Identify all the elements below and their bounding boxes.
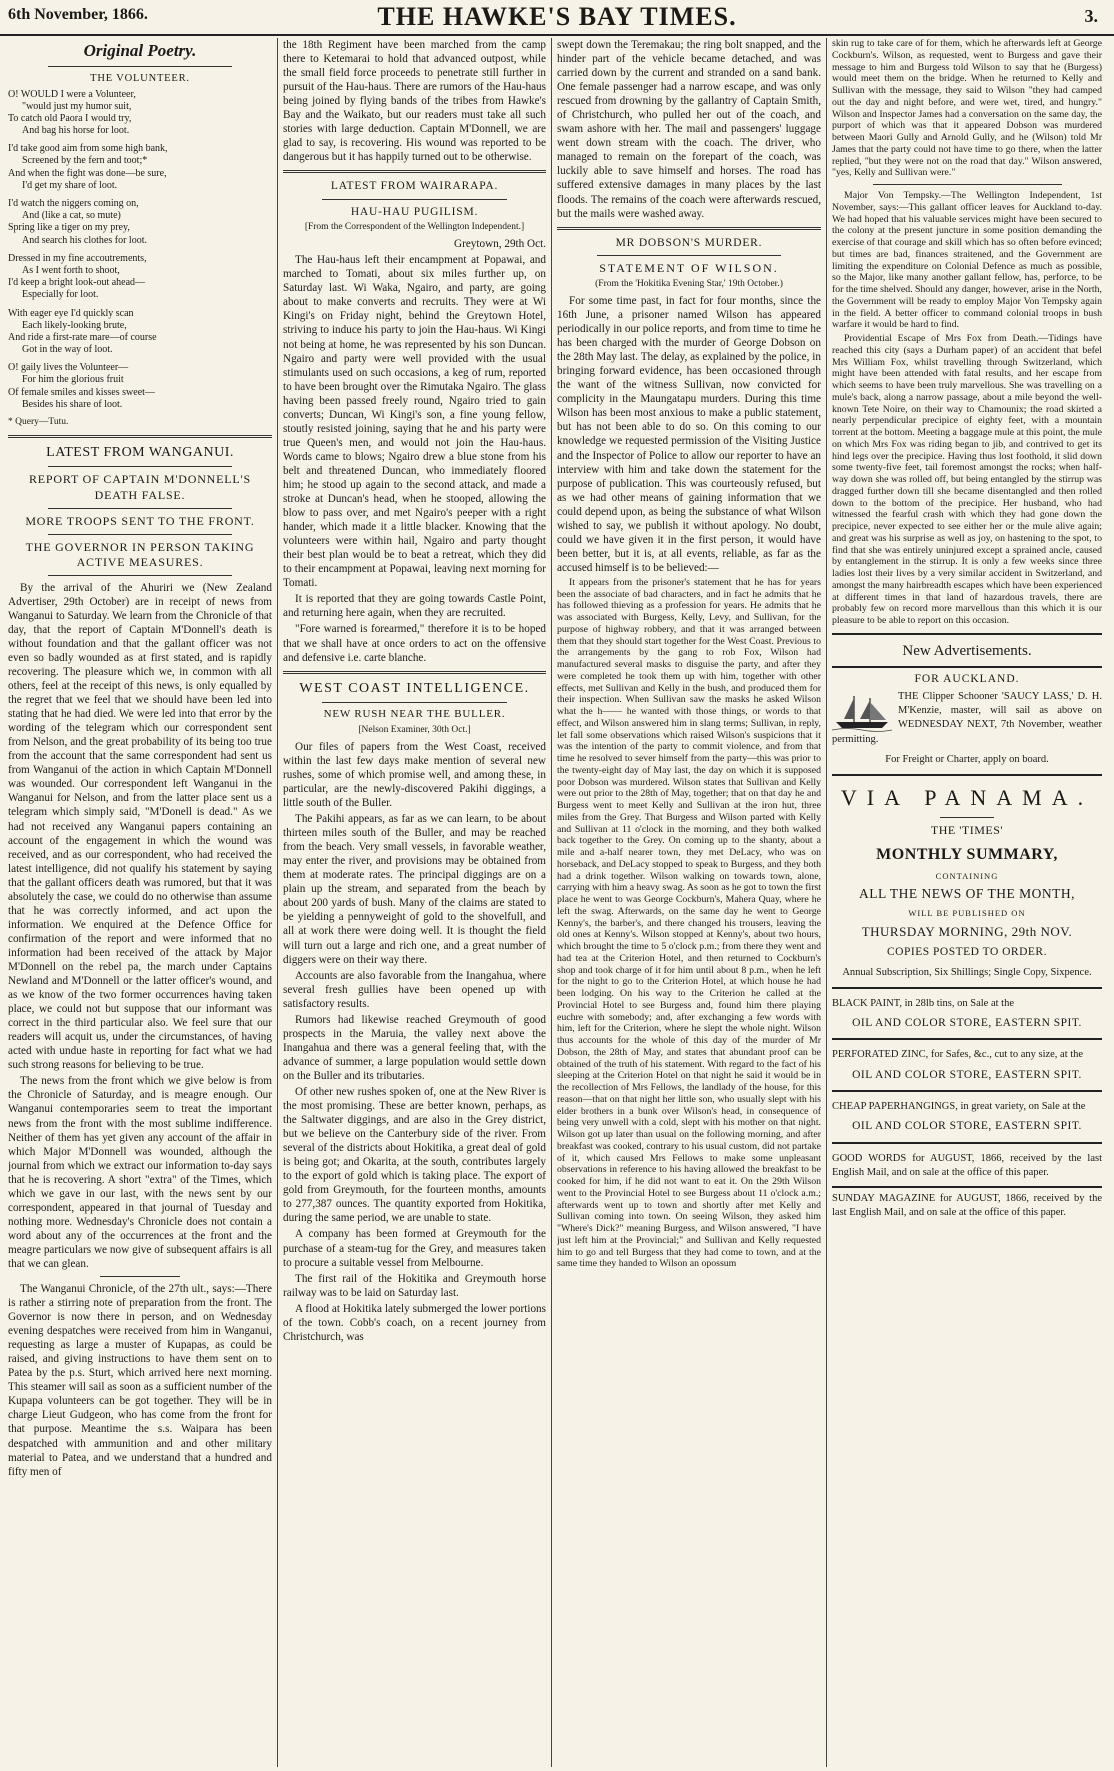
poem-stanza <box>8 362 272 411</box>
divider <box>832 1186 1102 1188</box>
dateline: Greytown, 29th Oct. <box>454 238 546 251</box>
article-paragraph: skin rug to take care of for them, which he afterwards left at George Cockburn's. Wilson, as requested, went to Burgess and gave their message to him and Burgess told Wilson to say that he (Burgess) would meet them on the bridge. When he returned to Kelly and Sullivan with the message, they said to Wilson "they had camped out the day and night before, and were wet, tired, and hungry." Wilson and Inspector James had a conversation on the same day, the purport of which was that it appeared Dobson was murdered between Maori Gully and Arnold Gully, and he (Wilson) told Mr James that the party could not have time to go there, when the latter replied, "but they were not on the road that day." Wilson answered, "yes, Kelly and Sullivan were." <box>832 38 1102 179</box>
article-paragraph: swept down the Teremakau; the ring bolt snapped, and the hinder part of the vehicle became detached, and was carried down by the current and stranded on a sand bank. One female passenger had a narrow escape, and was only rescued from drowning by the gallantry of Captain Smith, of Christchurch, who pulled her out of the coach, and swam ashore with her. The mail and passengers' luggage went down stream with the coach. The driver, who managed to remain on the forepart of the coach, was luckily able to save himself and horses. The road has suffered extensive damages in many places by the last floods. The remains of the coach were afterwards rescued, but the mails were washed away. <box>557 39 821 220</box>
poem-line: As I went forth to shoot, <box>22 264 120 276</box>
article-subheading: STATEMENT OF WILSON. <box>599 261 779 276</box>
poem-line: O! WOULD I were a Volunteer, <box>8 88 136 100</box>
article-paragraph: Accounts are also favorable from the Inangahua, where several fresh gullies have been opened up with satisfactory results. <box>283 969 546 1010</box>
ad-monthly-summary: MONTHLY SUMMARY, <box>876 845 1058 863</box>
article-paragraph: Rumors had likewise reached Greymouth of good prospects in the Maruia, the valley next above the Inangahua and there was a general feeling that, with the advance of summer, a large population would settle down on the Buller and its tributaries. <box>283 1013 546 1082</box>
ad-sunday-magazine: SUNDAY MAGAZINE for AUGUST, 1866, received by the last English Mail, and on sale at the office of this paper. <box>832 1192 1102 1219</box>
poem-stanza <box>8 89 272 138</box>
divider <box>832 774 1102 776</box>
poem-line: Dressed in my fine accoutrements, <box>8 252 147 264</box>
poem-line: With eager eye I'd quickly scan <box>8 307 134 319</box>
article-paragraph: Major Von Tempsky.—The Wellington Independent, 1st November, says:—This gallant officer leaves for Auckland to-day. We had hoped that his valuable services might have been secured to the colony at the present juncture in some position demanding the exercise of that courage and skill which has so often before evinced; but times are bad, finances straitened, and the Government are limiting the expenditure on Colonial Defence as much as possible, so the Major, like many another gallant fellow, has, perforce, to be for the time shelved. Should any danger, however, arise in the North, the Government will be ready to employ Major Von Tempsky again in the field. A better officer to command colonial troops in bush warfare it would be hard to find. <box>832 190 1102 331</box>
article-paragraph: The Hau-haus left their encampment at Popawai, and marched to Tomati, about six miles further up, on Saturday last. Wi Waka, Ngairo, and party, are going about to make converts and recruits. They were at Wi Kingi's on Friday night, behind the Greytown Hotel, striving to induce his party to join the Hau-haus. Wi Kingi not being at home, he was represented by his son Duncan. Ngairo and party were well provided with the usual stimulants used on such occasions, a keg of rum, reported to have been brought over the Rimutaka Ngairo. The glass having been passed freely round, Ngairo tried to gain converts; Duncan, Wi Kingi's son, a fine young fellow, stoutly resisted joining, saying that he and his party were true Queen's men, and would not join the Hau-haus. Words came to blows; Ngairo drew a blue stone from his belt and threatened Duncan, who immediately floored him; he stood up again to the second attack, and made a stroke at Duncan's head, when he stooped, allowing the blow to pass over, and met Ngairo's peeper with a right hander, which made it a little blacker. Knowing that the volunteers were within hail, Ngairo and party thought their best plan would be to beat a retreat, which they did to their encampment at Popawai, leaving next morning for Tomati. <box>283 254 546 590</box>
divider <box>832 1038 1102 1040</box>
divider <box>940 817 994 818</box>
divider <box>283 671 546 674</box>
poem-line: Got in the way of loot. <box>22 344 113 356</box>
poem-line: Each likely-looking brute, <box>22 319 127 331</box>
article-paragraph: A flood at Hokitika lately submerged the lower portions of the town. Cobb's coach, on a recent journey from Christchurch, was <box>283 1302 546 1343</box>
ad-store: OIL AND COLOR STORE, EASTERN SPIT. <box>852 1068 1082 1081</box>
poem-line: Spring like a tiger on my prey, <box>8 222 130 234</box>
poem-line: And (like a cat, so mute) <box>22 210 121 222</box>
poem-line: For him the glorious fruit <box>22 374 124 386</box>
article-paragraph: It is reported that they are going towards Castle Point, and returning here again, when they are recruited. <box>283 593 546 620</box>
ad-subtitle: THE 'TIMES' <box>930 823 1004 838</box>
article-paragraph: For some time past, in fact for four months, since the 16th June, a prisoner named Wilson has appeared periodically in our police reports, and from time to time he has been charged with the murder of George Dobson on the 28th May last. The delay, as explained by the police, in bringing forward evidence, has been occasioned through the want of the witness Sullivan, now convicted for complicity in the Maungatapu murders. During this time Wilson has been most anxious to make a public statement, but has not been able to do so. On this coming to our knowledge we requested permission of the Visiting Justice and the Inspector of Police to allow our reporter to have an interview with him and take down the statement for the purpose of publication. This was courteously refused, but as we had other means of gaining information that we could depend upon, as being the substance of what Wilson wished to say, we publish it without apology. No doubt, could we have given it in the first person, it would have been better, but it is, at all events, reliable, as far as the accused himself is to be believed:— <box>557 295 821 574</box>
article-paragraph: Our files of papers from the West Coast, received within the last few days make mention of several new rushes, some of which promise well, and among these, in particular, are the newly-discovered Pakihi diggings, a little south of the Buller. <box>283 740 546 810</box>
divider <box>48 508 233 509</box>
divider <box>873 184 1062 185</box>
advertisements-heading: New Advertisements. <box>902 642 1032 659</box>
divider <box>832 666 1102 668</box>
ad-schooner <box>832 690 1102 747</box>
poem-line: To catch old Paora I would try, <box>8 112 132 124</box>
ad-paperhangings: CHEAP PAPERHANGINGS, in great variety, on Sale at the <box>832 1100 1086 1112</box>
article-paragraph: The news from the front which we give below is from the Chronicle of Saturday, and is meagre enough. Our Wanganui contemporaries seem to treat the important news from the front with the most sublime indifference. Neither of them has yet given any account of the affair in which Major M'Donnell was wounded, although the journal from which we extract our information to-day says that he is recovering. A short "extra" of the Times, which which we gave in our last, with the news sent by our correspondent, appeared in that journal of Tuesday and nothing more. Wednesday's Chronicle does not contain a word about any of the occurrences at the front and the meagre particulars we now give of subsequent affairs is all that we can glean. <box>8 1075 272 1270</box>
article-paragraph: "Fore warned is forearmed," therefore it is to be hoped that we shall have at once orders to act on the offensive and defensive i.e. carte blanche. <box>283 623 546 664</box>
page-number: 3. <box>1084 6 1098 26</box>
poem-stanza <box>8 308 272 357</box>
article-subheading: THE GOVERNOR IN PERSON TAKING ACTIVE MEASURES. <box>25 539 255 569</box>
ad-panama-title: VIA PANAMA. <box>840 784 1094 810</box>
article-paragraph: The Pakihi appears, as far as we can learn, to be about thirteen miles south of the Buller, and may be reached from the beach. Very small vessels, in favorable weather, may enter the river, and provisions may be obtained from them at moderate rates. The principal diggings are on a plain up the stream, and separated from the beach by about 200 yards of bush. Many of the claims are stated to be yielding a pennyweight of gold to the shovelfull, and all at work there were doing well. It is thought the field will turn out a large and rich one, and a great number of diggers were on their way there. <box>283 813 546 966</box>
divider <box>832 1090 1102 1092</box>
poem-line: And when the fight was done—be sure, <box>8 167 167 179</box>
divider <box>48 66 233 67</box>
ad-perforated-zinc: PERFORATED ZINC, for Safes, &c., cut to any size, at the <box>832 1049 1084 1061</box>
ad-line: WILL BE PUBLISHED ON <box>908 908 1026 919</box>
article-paragraph: The first rail of the Hokitika and Greymouth horse railway was to be laid on Saturday last. <box>283 1272 546 1299</box>
ad-store: OIL AND COLOR STORE, EASTERN SPIT. <box>852 1120 1082 1133</box>
section-heading-poetry: Original Poetry. <box>83 41 197 60</box>
poem-line: Especially for loot. <box>22 289 99 301</box>
ad-black-paint: BLACK PAINT, in 28lb tins, on Sale at the <box>832 997 1014 1009</box>
article-subheading: NEW RUSH NEAR THE BULLER. <box>323 708 506 721</box>
article-heading: MR DOBSON'S MURDER. <box>615 236 763 249</box>
ad-line: ALL THE NEWS OF THE MONTH, <box>859 886 1075 902</box>
ad-line: CONTAINING <box>935 870 999 881</box>
article-paragraph: Providential Escape of Mrs Fox from Death.—Tidings have reached this city (says a Durham paper) of an accident that befel Mrs William Fox, whilst travelling through Switzerland, which might have been attended with fatal results, and her escape from which seems to have been truly marvellous. She was travelling on a mule's back, along a narrow passage, about a mile beyond the well-known Tete Noire, on their way to Chamounix; the road skirted a nearly perpendicular precipice of eighty feet, with a mountain torrent at the bottom. Meeting a baggage mule at this point, the mule on which Mrs Fox was riding began to jib, and contrived to get its hind legs over the precipice. Having thus lost foothold, it slid down some twenty-five feet, tail foremost amongst the rocks; when half-way down she was rolled off, but being entangled by the stirrup was dragged further down till she became disentangled and then rolled down to the bottom of the precipice. Her husband, who had witnessed the fearful crash with which they had gone down the precipice, never expected to see either her or the mule alive again; and great was his surprise as well as joy, on hastening to the spot, to find that she was entirely uninjured except a sprained ancle, caused by entanglement in the stirrup. It is only a few weeks since three ladies lost their lives by a very similar accident in Switzerland, and amongst the many hairbreadth escapes which have been experienced at different times in that land of hazardous travels, there are probably few on record more marvellous than this which it is our pleasure to be able to report on this occasion. <box>832 333 1102 626</box>
poem-line: Besides his share of loot. <box>22 398 123 410</box>
ad-footer: For Freight or Charter, apply on board. <box>885 753 1049 765</box>
ad-good-words: GOOD WORDS for AUGUST, 1866, received by the last English Mail, and on sale at the office of this paper. <box>832 1152 1102 1178</box>
poem-line: And bag his horse for loot. <box>22 125 130 137</box>
divider <box>832 1142 1102 1144</box>
advertisements-section <box>832 633 1102 1220</box>
poem-line: I'd get my share of loot. <box>22 179 118 191</box>
poem-line: I'd take good aim from some high bank, <box>8 143 168 155</box>
column-3 <box>557 38 821 1767</box>
divider <box>832 987 1102 989</box>
column-rule <box>551 38 552 1767</box>
column-rule <box>826 38 827 1767</box>
divider <box>322 702 506 703</box>
divider <box>322 199 506 200</box>
issue-date: 6th November, 1866. <box>8 6 148 23</box>
column-2 <box>283 38 546 1767</box>
poem-stanza <box>8 198 272 247</box>
poem-stanza <box>8 143 272 192</box>
article-paragraph: The Wanganui Chronicle, of the 27th ult., says:—There is rather a stirring note of preparation from the front. The Governor is now there in person, and on Wednesday evening despatches were received from him in Wanganui, requesting as large a muster of Kupapas, as could be raised, and giving instructions to have them sent on to Patea by the p.s. Sturt, which arrived here next morning. This steamer will sail as soon as a sufficient number of the Kupapa volunteers can be got together. They will be in charge Lieut Gudgeon, who has come from the front for that purpose. Meantime the s.s. Waipara has been despatched with ammunition and and other military material to Patea, and we understand that a hundred and fifty men of <box>8 1283 272 1478</box>
poem-line: And ride a first-rate mare—of course <box>8 331 157 343</box>
column-4 <box>832 38 1102 1767</box>
article-paragraph: A company has been formed at Greymouth for the purchase of a steam-tug for the Grey, and measures taken to procure a suitable vessel from Melbourne. <box>283 1228 546 1269</box>
newspaper-title: THE HAWKE'S BAY TIMES. <box>377 2 737 31</box>
divider <box>48 466 233 467</box>
article-subheading: MORE TROOPS SENT TO THE FRONT. <box>25 513 255 528</box>
ad-body: THE Clipper Schooner 'SAUCY LASS,' D. H. M'Kenzie, master, will sail as above on WEDNESDAY NEXT, 7th November, weather permitting. <box>832 690 1102 745</box>
divider <box>48 575 233 576</box>
article-subheading: HAU-HAU PUGILISM. <box>350 205 479 218</box>
poem-footnote: * Query—Tutu. <box>8 417 69 427</box>
divider <box>100 1276 179 1277</box>
article-paragraph: Of other new rushes spoken of, one at the New River is the most promising. These are better known, perhaps, as the Saltwater diggings, and are also in the Grey district, but we believe on the Canterbury side of the river. From several of the districts about Hokitika, a great deal of gold is being got; and Okarita, at the south, contributes largely to the export of gold which is taking place. The export of gold from Greymouth, for the fourteen months, amounts to 277,387 ounces. The quantity exported from Hokitika, during the same period, we are unable to state. <box>283 1086 546 1225</box>
article-subheading: REPORT OF CAPTAIN M'DONNELL'S DEATH FALSE. <box>29 472 251 502</box>
article-paragraph: the 18th Regiment have been marched from the camp there to Ketemarai to hold that advanced outpost, while the small field force proceeds to penetrate still further in pursuit of the Hau-haus. There are rumors of the Hau-haus being joined by flying bands of the tribes from Hawke's Bay and the Waikato, but our readers must take all such stories with large deduction. Captain M'Donnell, we are glad to say, is recovering. His wound was reported to be dangerous but it has happily turned out to be otherwise. <box>283 39 546 164</box>
poem-title: THE VOLUNTEER. <box>90 73 190 85</box>
divider <box>597 255 782 256</box>
article-heading: LATEST FROM WAIRARAPA. <box>330 180 499 193</box>
poem-line: And search his clothes for loot. <box>22 234 147 246</box>
poem-stanza <box>8 253 272 302</box>
divider <box>48 534 233 535</box>
article-heading: LATEST FROM WANGANUI. <box>46 444 234 460</box>
poem-line: O! gaily lives the Volunteer— <box>8 362 129 374</box>
article-heading: WEST COAST INTELLIGENCE. <box>299 680 530 696</box>
article-paragraph: It appears from the prisoner's statement that he has for years been the associate of bad characters, and in fact he admits that he has followed thieving as a profession for years. He admits that he was associated with Burgess, Kelly, Levy, and Sullivan, for the purpose of highway robbery, and that it was arranged between them that they should start together for the West Coast. Previous to the arrangements by the gang to rob Fox, Wilson had manufactured several masks to disguise the party, and after they were completed he took them up with him, together with other effects, met Sullivan and Kelly in the bush, and produced them for their inspection. When Sullivan saw the masks he asked Wilson what the h—— he wanted with those things, or words to that effect, and Wilson answered him in slang terms; Sullivan, in reply, let fall some observations which raised Wilson's suspicions that it was the intention of the party to commit violence, and from that time he resolved to sever himself from the party—this was prior to the twenty-eight day of May last, the day on which it is supposed poor Dobson was murdered. Wilson states that Sullivan and Kelly were out prior to the 28th of May, together; that on that day he and Burgess went to meet Kelly and Sullivan at the iron hut, three miles from the Grey. That Burgess and Wilson parted with Kelly and Sullivan at 11 o'clock in the morning, and they both walked back together to the Grey. On coming up to the shanty, about a mile and a-half nearer town, they met DeLacy, who was on horseback, and DeLacy stopped to speak to Burgess, and they both had a drink together. Wilson walking on towards town, alone, carrying with him a heavy swag. As soon as he got to town the first place he went to was George Cockburn's, Mahera Quay, where he left the swag. Afterwards, on the same day he went to George Kenny's, the barber's, and there changed his trousers, leaving the old ones at Kenny's. Wilson stopped at Kenny's, about two hours, which brought the time to 5 o'clock p.m.; from there they went and had tea at the Criterion Hotel, and then returned to Cockburn's shop and took charge of it for him until about 8 p.m., when he left for the night to go to the Criterion Hotel, at which house he had been lodging. On his way to the Criterion he called at the Provincial Hotel to see Burgess and, found him there playing euchre with somebody; and, after exchanging a few words with him, left for the Criterion, where he slept the whole night. Wilson thus accounts for the whole of this day of the murder of Mr Dobson, the 28th of May, and states that abundant proof can be obtained of the truth of his statement. With regard to the fact of his sleeping at the Criterion Hotel on that night he said it would be in the recollection of Mrs Fellows, the landlady of the house, for this reason—that on that night her little son, who usually slept with his elder brothers in a bunk over Wilson's head, in consequence of being very unwell with a cold, slept with his mother on that night. Wilson got up later than usual on the following morning, and after breakfast was cooked, contrary to his usual custom, did not partake of it, which caused Mrs Fellows to make some unpleasant observations in reference to his having allowed the breakfast to be cooked for him, if he did not want to eat it. On the 29th Wilson went to the Provincial Hotel to see Burgess about 11 o'clock a.m.; afterwards went up to town and shortly after met Kelly and Sullivan coming into town. On seeing Wilson, they asked him "Where's Dick?" meaning Burgess, and Wilson answered, "I have just left him at the Provincial;" and Sullivan and Kelly requested him to go and tell Burgess that they had come to town, and at the same time they handed to Wilson an opossum <box>557 576 821 1270</box>
divider <box>283 170 546 173</box>
poem <box>8 89 272 412</box>
source-credit: [From the Correspondent of the Wellington Independent.] <box>304 222 525 233</box>
poem-line: "would just my humor suit, <box>22 100 132 112</box>
poem-line: Of female smiles and kisses sweet— <box>8 386 155 398</box>
divider <box>8 435 272 438</box>
divider <box>557 227 821 230</box>
schooner-icon <box>832 692 892 732</box>
column-1 <box>8 38 272 1767</box>
ad-line: Annual Subscription, Six Shillings; Single Copy, Sixpence. <box>842 966 1092 978</box>
ad-store: OIL AND COLOR STORE, EASTERN SPIT. <box>852 1016 1082 1029</box>
poem-line: I'd watch the niggers coming on, <box>8 198 139 209</box>
ad-line: COPIES POSTED TO ORDER. <box>887 946 1047 959</box>
ad-heading: FOR AUCKLAND. <box>914 672 1020 685</box>
source-credit: (From the 'Hokitika Evening Star,' 19th October.) <box>595 279 783 290</box>
ad-line: THURSDAY MORNING, 29th NOV. <box>861 923 1073 939</box>
article-paragraph: By the arrival of the Ahuriri we (New Zealand Advertiser, 29th October) are in receipt of news from Wanganui to Saturday. We learn from the Chronicle of that day, that the report of Captain M'Donnell's death is without foundation and that the gallant officer was not even so badly wounded as at first stated, and is rapidly recovering. The pleasure which we, in common with all others, feel at the receipt of this news, is only equalled by the regret that we feel that we should have been led into stating that he had died. We were led into that error by the wording of the telegram which our correspondent sent from Nelson, and the great probability of its being too true from the account that the same correspondent had sent us from Wanganui of the action in which Captain M'Donnell was wounded. Our correspondent left Wanganui in the Wanganui for Nelson, and from the latter place sent us a telegram which simply said, "M'Donell is dead." As we had not received any Wanganui papers containing an account of the engagement in which the wound was received, and as our correspondent, who had received the latest intelligence, did not qualify his statement by saying that the gallant officers death was rumored, but that it was absolutely the case, we could do no otherwise than assume that he was correctly informed, and act upon the information. We enquired at the Defence Office for confirmation of the report and were informed that no information had been received of the attack by Major M'Donnell on the rebel pa, the march under Captains Newland and M'Donnell or the latter officer's wound, and as we know of the two former occurrences having taken place, we could not but suppose that our informant was correct in the third particular also. We feel sure that our readers will acquit us, under the circumstances, of having acted with undue haste in reporting for fact what we had such strong reasons for believing to be true. <box>8 581 272 1072</box>
source-credit: [Nelson Examiner, 30th Oct.] <box>358 724 471 735</box>
masthead <box>0 0 1114 36</box>
column-rule <box>277 38 278 1767</box>
poem-line: I'd keep a bright look-out ahead— <box>8 277 146 289</box>
poem-line: Screened by the fern and toot;* <box>22 155 148 167</box>
